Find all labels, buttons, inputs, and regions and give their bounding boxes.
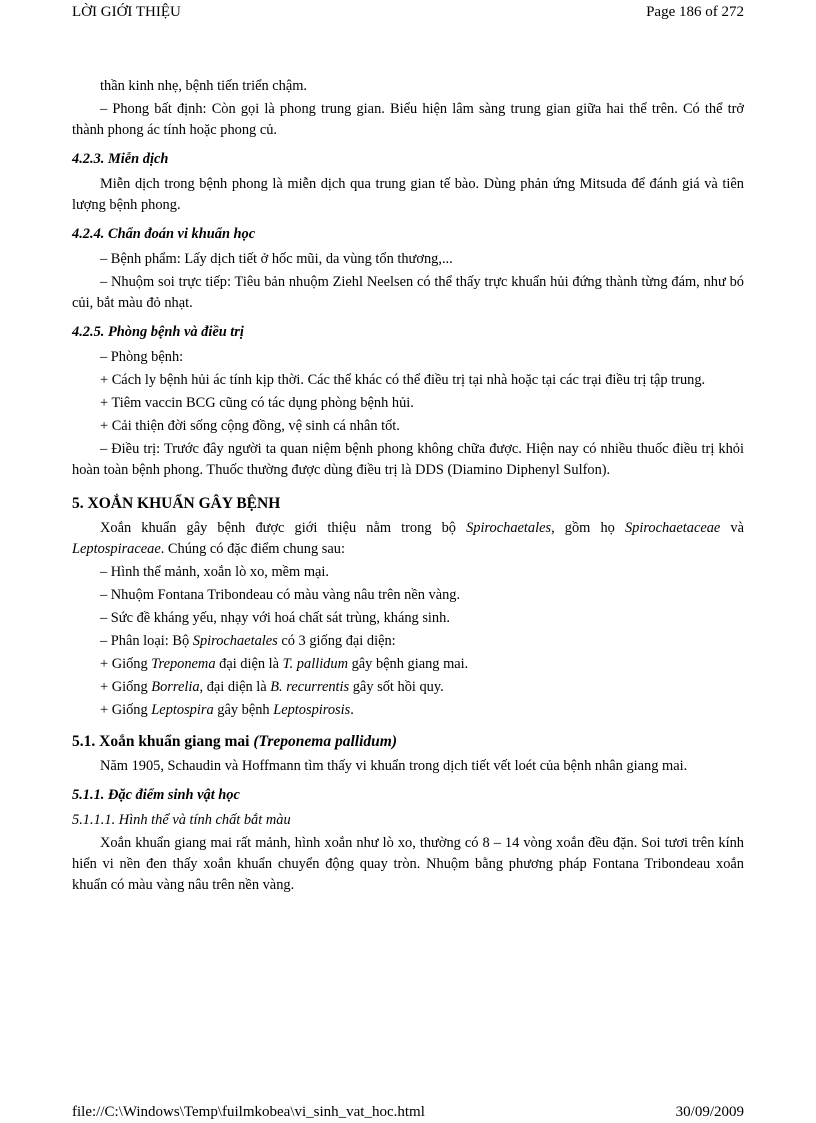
paragraph: Xoắn khuẩn giang mai rất mảnh, hình xoắn như lò xo, thường có 8 – 14 vòng xoắn đều đặn. Soi tươi trên kính hiển vi nền đen thấy xoắn khuẩn chuyển động quay tròn. Nhuộm bằng phương pháp Fontana Tribondeau xoắn khuẩn có màu vàng nâu trên nền vàng. <box>72 835 744 893</box>
paragraph: – Điều trị: Trước đây người ta quan niệm bệnh phong không chữa được. Hiện nay có nhiều thuốc điều trị khỏi hoàn toàn bệnh phong. Thuốc thường được dùng điều trị là DDS (Diamino Diphenyl Sulfon). <box>72 441 744 478</box>
paragraph: + Giống Borrelia, đại diện là B. recurrentis gây sốt hồi quy. <box>100 679 444 695</box>
paragraph: – Sức đề kháng yếu, nhạy với hoá chất sát trùng, kháng sinh. <box>100 610 450 626</box>
paragraph: Năm 1905, Schaudin và Hoffmann tìm thấy vi khuẩn trong dịch tiết vết loét của bệnh nhân giang mai. <box>100 758 688 774</box>
document-body <box>72 76 744 898</box>
section-heading-5-1: 5.1. Xoắn khuẩn giang mai (Treponema pallidum) <box>72 733 397 750</box>
paragraph: – Phòng bệnh: <box>100 349 184 365</box>
paragraph: – Hình thể mảnh, xoắn lò xo, mềm mại. <box>100 564 330 580</box>
page-number: Page 186 of 272 <box>646 4 744 20</box>
paragraph: – Nhuộm Fontana Tribondeau có màu vàng nâu trên nền vàng. <box>100 587 461 603</box>
footer-date: 30/09/2009 <box>675 1104 744 1120</box>
paragraph: thần kinh nhẹ, bệnh tiến triển chậm. <box>100 78 308 94</box>
paragraph: + Cách ly bệnh hủi ác tính kịp thời. Các thể khác có thể điều trị tại nhà hoặc tại các trại điều trị tập trung. <box>100 372 706 388</box>
section-heading-4-2-3: 4.2.3. Miễn dịch <box>72 151 169 167</box>
paragraph: + Cải thiện đời sống cộng đồng, vệ sinh cá nhân tốt. <box>100 418 400 434</box>
section-heading-4-2-4: 4.2.4. Chẩn đoán vi khuẩn học <box>72 226 256 242</box>
paragraph: – Bệnh phẩm: Lấy dịch tiết ở hốc mũi, da vùng tổn thương,... <box>100 251 453 267</box>
footer-file-path: file://C:\Windows\Temp\fuilmkobea\vi_sinh_vat_hoc.html <box>72 1104 425 1120</box>
section-heading-4-2-5: 4.2.5. Phòng bệnh và điều trị <box>72 324 244 340</box>
paragraph: – Phong bất định: Còn gọi là phong trung gian. Biểu hiện lâm sàng trung gian giữa hai thể trên. Có thể trở thành phong ác tính hoặc phong củ. <box>72 101 744 138</box>
paragraph: – Nhuộm soi trực tiếp: Tiêu bản nhuộm Ziehl Neelsen có thể thấy trực khuẩn hủi đứng thành từng đám, như bó củi, bắt màu đỏ nhạt. <box>72 274 744 311</box>
section-heading-5-1-1: 5.1.1. Đặc điểm sinh vật học <box>72 787 240 803</box>
page-header-title: LỜI GIỚI THIỆU <box>72 4 181 20</box>
paragraph: + Giống Leptospira gây bệnh Leptospirosis. <box>100 702 354 718</box>
section-heading-5: 5. XOẮN KHUẨN GÂY BỆNH <box>72 495 281 512</box>
section-heading-5-1-1-1: 5.1.1.1. Hình thể và tính chất bắt màu <box>72 812 291 828</box>
paragraph: – Phân loại: Bộ Spirochaetales có 3 giống đại diện: <box>100 633 396 649</box>
paragraph: + Giống Treponema đại diện là T. pallidum gây bệnh giang mai. <box>100 656 469 672</box>
paragraph: Xoắn khuẩn gây bệnh được giới thiệu nằm trong bộ Spirochaetales, gồm họ Spirochaetaceae và Leptospiraceae. Chúng có đặc điểm chung sau: <box>72 520 744 557</box>
paragraph: Miễn dịch trong bệnh phong là miễn dịch qua trung gian tế bào. Dùng phản ứng Mitsuda để đánh giá và tiên lượng bệnh phong. <box>72 176 744 213</box>
paragraph: + Tiêm vaccin BCG cũng có tác dụng phòng bệnh hủi. <box>100 395 414 411</box>
